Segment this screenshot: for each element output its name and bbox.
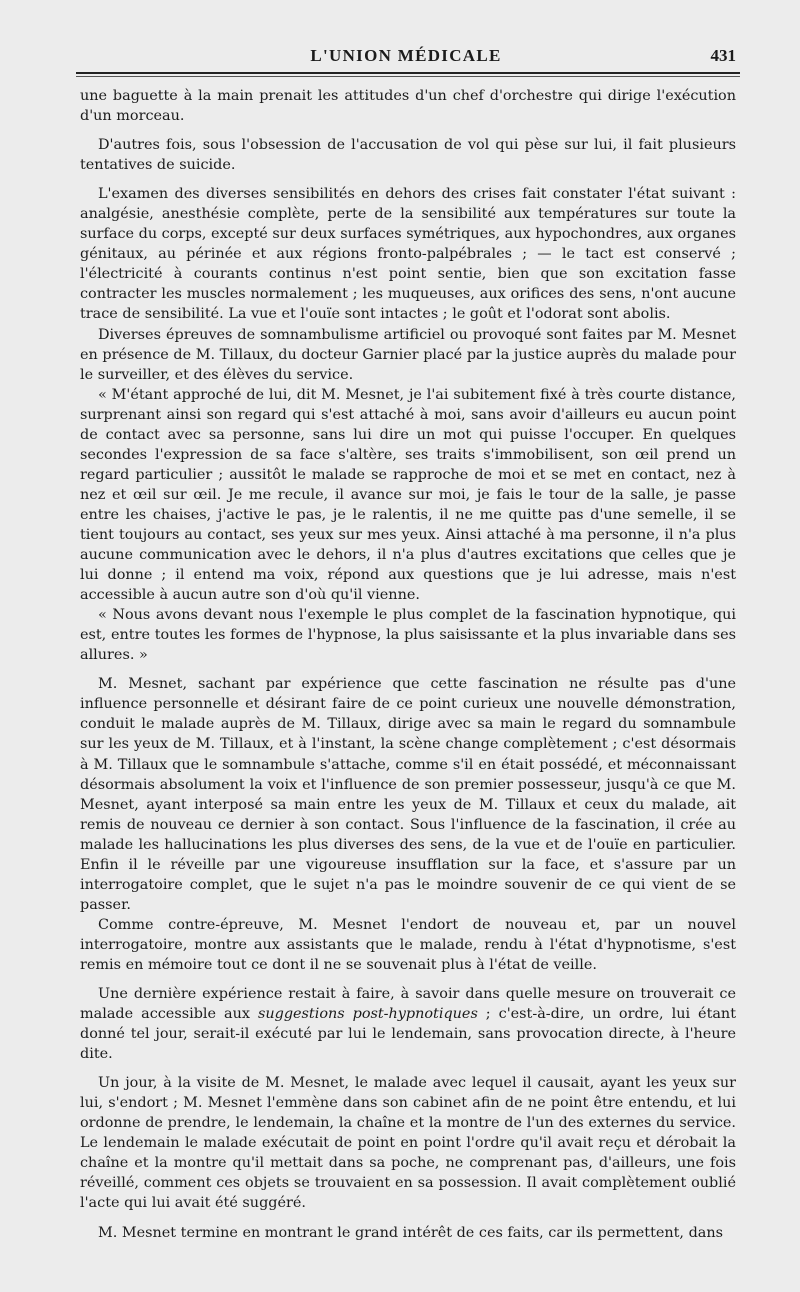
page-number: 431: [710, 46, 736, 65]
italic-phrase: suggestions post-hypnotiques: [257, 1006, 478, 1023]
paragraph: D'autres fois, sous l'obsession de l'accusation de vol qui pèse sur lui, il fait plusieurs tentatives de suicide.: [80, 137, 736, 174]
paragraph: une baguette à la main prenait les attitudes d'un chef d'orchestre qui dirige l'exécution d'un morceau.: [80, 88, 736, 125]
paragraph-segment: ; c'est-à-dire, un ordre, lui étant donné tel jour, serait-il exécuté par lui le lendemain, sans provocation directe, à l'heure dite.: [80, 1006, 736, 1063]
paragraph: L'examen des diverses sensibilités en dehors des crises fait constater l'état suivant : analgésie, anesthésie complète, perte de la sensibilité aux températures sur toute la surface du corps, excepté sur deux surfaces symétriques, aux hypochondres, aux organes génitaux, au périnée et aux régions fronto-palpébrales ; — le tact est conservé ; l'électricité à courants continus n'est point sentie, bien que son excitation fasse contracter les muscles normalement ; les muqueuses, aux orifices des sens, n'ont aucune trace de sensibilité. La vue et l'ouïe sont intactes ; le goût et l'odorat sont abolis.: [80, 186, 736, 323]
page-header: [76, 46, 736, 70]
paragraph: M. Mesnet termine en montrant le grand intérêt de ces faits, car ils permettent, dans: [98, 1224, 724, 1241]
paragraph-suggestion: [80, 984, 736, 1064]
paragraph: « M'étant approché de lui, dit M. Mesnet, je l'ai subitement fixé à très courte distance, surprenant ainsi son regard qui s'est attaché à moi, sans avoir d'ailleurs eu aucun point de contact avec sa personne, sans lui dire un mot qui puisse l'occuper. En quelques secondes l'expression de sa face s'altère, ses traits s'immobilisent, son œil prend un regard particulier ; aussitôt le malade se rapproche de moi et se met en contact, nez à nez et œil sur œil. Je me recule, il avance sur moi, je fais le tour de la salle, je passe entre les chaises, j'active le pas, je le ralentis, il ne me quitte pas d'une semelle, il se tient toujours au contact, ses yeux sur mes yeux. Ainsi attaché à ma personne, il n'a plus aucune communication avec le dehors, il n'a plus d'autres excitations que celles que je lui donne ; il entend ma voix, répond aux questions que je lui adresse, mais n'est accessible à aucun autre son d'où qu'il vienne.: [80, 386, 736, 604]
header-rule: [76, 72, 740, 74]
paragraph: M. Mesnet, sachant par expérience que cette fascination ne résulte pas d'une influence personnelle et désirant faire de ce point curieux une nouvelle démonstration, conduit le malade auprès de M. Tillaux, dirige avec sa main le regard du somnambule sur les yeux de M. Tillaux, et à l'instant, la scène change complètement ; c'est désormais à M. Tillaux que le somnambule s'attache, comme s'il en était possédé, et méconnaissant désormais absolument la voix et l'influence de son premier possesseur, jusqu'à ce que M. Mesnet, ayant interposé sa main entre les yeux de M. Tillaux et ceux du malade, ait remis de nouveau ce dernier à son contact. Sous l'influence de la fascination, il crée au malade les hallucinations les plus diverses des sens, de la vue et de l'ouïe en particulier. Enfin il le réveille par une vigoureuse insufflation sur la face, et s'assure par un interrogatoire complet, que le sujet n'a pas le moindre souvenir de ce qui vient de se passer.: [80, 676, 736, 913]
running-title: L'UNION MÉDICALE: [310, 46, 502, 65]
paragraph: « Nous avons devant nous l'exemple le plus complet de la fascination hypnotique, qui est, entre toutes les formes de l'hypnose, la plus saisissante et la plus invariable dans ses allures. »: [80, 607, 736, 664]
body-text: [80, 86, 736, 1282]
paragraph: Diverses épreuves de somnambulisme artificiel ou provoqué sont faites par M. Mesnet en présence de M. Tillaux, du docteur Garnier placé par la justice auprès du malade pour le surveiller, et des élèves du service.: [80, 326, 736, 383]
header-rule-thin: [76, 76, 740, 77]
paragraph-segment: Une dernière expérience restait à faire, à savoir dans quelle mesure on trouverait ce malade accessible aux: [80, 986, 736, 1023]
paragraph: Comme contre-épreuve, M. Mesnet l'endort de nouveau et, par un nouvel interrogatoire, montre aux assistants que le malade, rendu à l'état d'hypnotisme, s'est remis en mémoire tout ce dont il ne se souvenait plus à l'état de veille.: [80, 916, 736, 973]
paragraph: Un jour, à la visite de M. Mesnet, le malade avec lequel il causait, ayant les yeux sur lui, s'endort ; M. Mesnet l'emmène dans son cabinet afin de ne point être entendu, et lui ordonne de prendre, le lendemain, la chaîne et la montre de l'un des externes du service. Le lendemain le malade exécutait de point en point l'ordre qu'il avait reçu et dérobait la chaîne et la montre qu'il mettait dans sa poche, ne comprenant pas, d'ailleurs, une fois réveillé, comment ces objets se trouvaient en sa possession. Il avait complètement oublié l'acte qui lui avait été suggéré.: [80, 1075, 736, 1212]
